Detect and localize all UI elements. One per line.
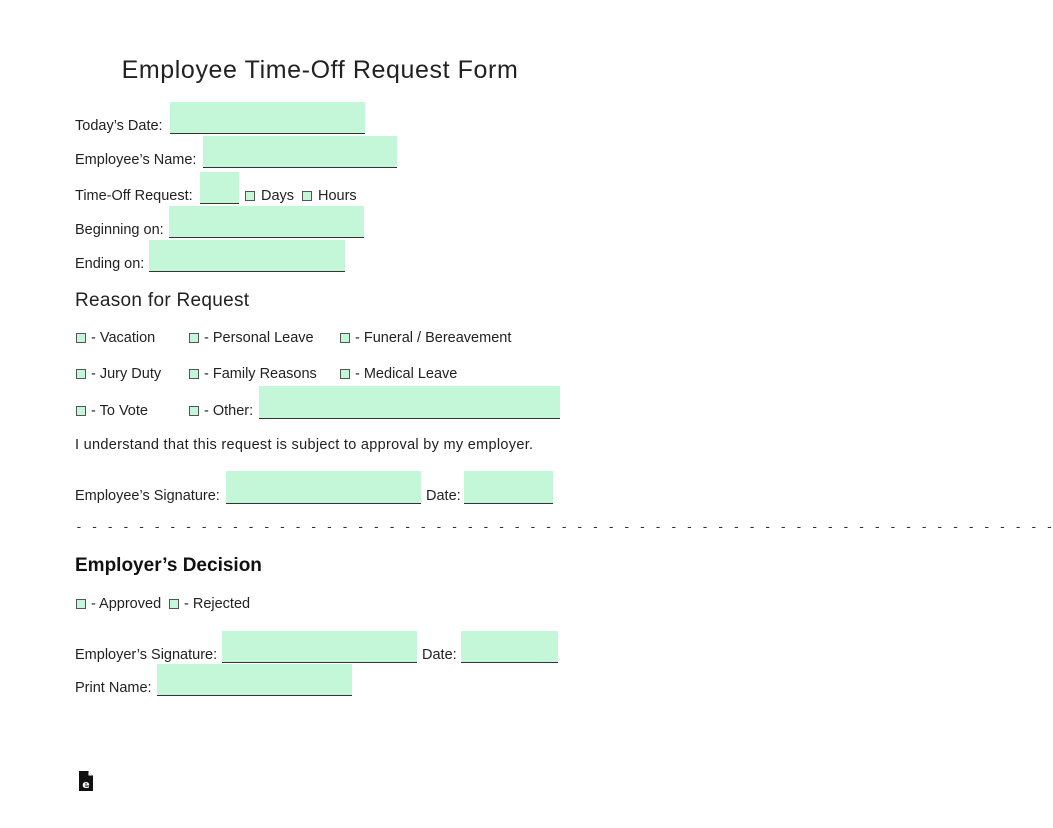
employee-date-field[interactable] [464,471,553,504]
employee-signature-label: Employee’s Signature: [75,488,220,504]
print-name-label: Print Name: [75,680,152,696]
time-off-amount-field[interactable] [200,172,239,204]
beginning-on-field[interactable] [169,206,364,238]
employee-signature-field[interactable] [226,471,421,504]
vacation-checkbox[interactable] [76,333,86,343]
funeral-label: - Funeral / Bereavement [355,330,512,346]
employer-decision-heading: Employer’s Decision [75,555,262,576]
hours-checkbox[interactable] [302,191,312,201]
ending-on-field[interactable] [149,240,345,272]
rejected-checkbox[interactable] [169,599,179,609]
cut-line-divider: - - - - - - - - - - - - - - - - - - - - - - - - - - - - - - - - - - - - - - - - - - - - - - - - - - - - - - - - - - - - - - - [75,520,1053,535]
other-label: - Other: [204,403,254,419]
employee-date-label: Date: [426,488,461,504]
employer-date-field[interactable] [461,631,558,663]
hours-label: Hours [318,188,357,204]
employer-date-label: Date: [422,647,457,663]
svg-text:e: e [82,778,90,791]
employer-signature-label: Employer’s Signature: [75,647,218,663]
beginning-on-label: Beginning on: [75,222,164,238]
document-e-icon [78,770,94,792]
personal-leave-checkbox[interactable] [189,333,199,343]
other-reason-field[interactable] [259,386,560,419]
time-off-request-label: Time-Off Request: [75,188,193,204]
employer-signature-field[interactable] [222,631,417,663]
days-checkbox[interactable] [245,191,255,201]
form-title: Employee Time-Off Request Form [121,56,519,84]
jury-duty-checkbox[interactable] [76,369,86,379]
approval-statement: I understand that this request is subject to approval by my employer. [75,437,534,453]
rejected-label: - Rejected [184,596,251,612]
todays-date-label: Today’s Date: [75,118,163,134]
family-reasons-checkbox[interactable] [189,369,199,379]
todays-date-field[interactable] [170,102,365,134]
vacation-label: - Vacation [91,330,156,346]
jury-duty-label: - Jury Duty [91,366,162,382]
medical-leave-checkbox[interactable] [340,369,350,379]
employee-name-field[interactable] [203,136,397,168]
ending-on-label: Ending on: [75,256,145,272]
print-name-field[interactable] [157,664,352,696]
other-checkbox[interactable] [189,406,199,416]
medical-leave-label: - Medical Leave [355,366,458,382]
funeral-checkbox[interactable] [340,333,350,343]
days-label: Days [261,188,295,204]
approved-label: - Approved [91,596,162,612]
reason-heading: Reason for Request [75,290,250,311]
approved-checkbox[interactable] [76,599,86,609]
family-reasons-label: - Family Reasons [204,366,317,382]
employee-name-label: Employee’s Name: [75,152,197,168]
personal-leave-label: - Personal Leave [204,330,314,346]
to-vote-label: - To Vote [91,403,148,419]
to-vote-checkbox[interactable] [76,406,86,416]
